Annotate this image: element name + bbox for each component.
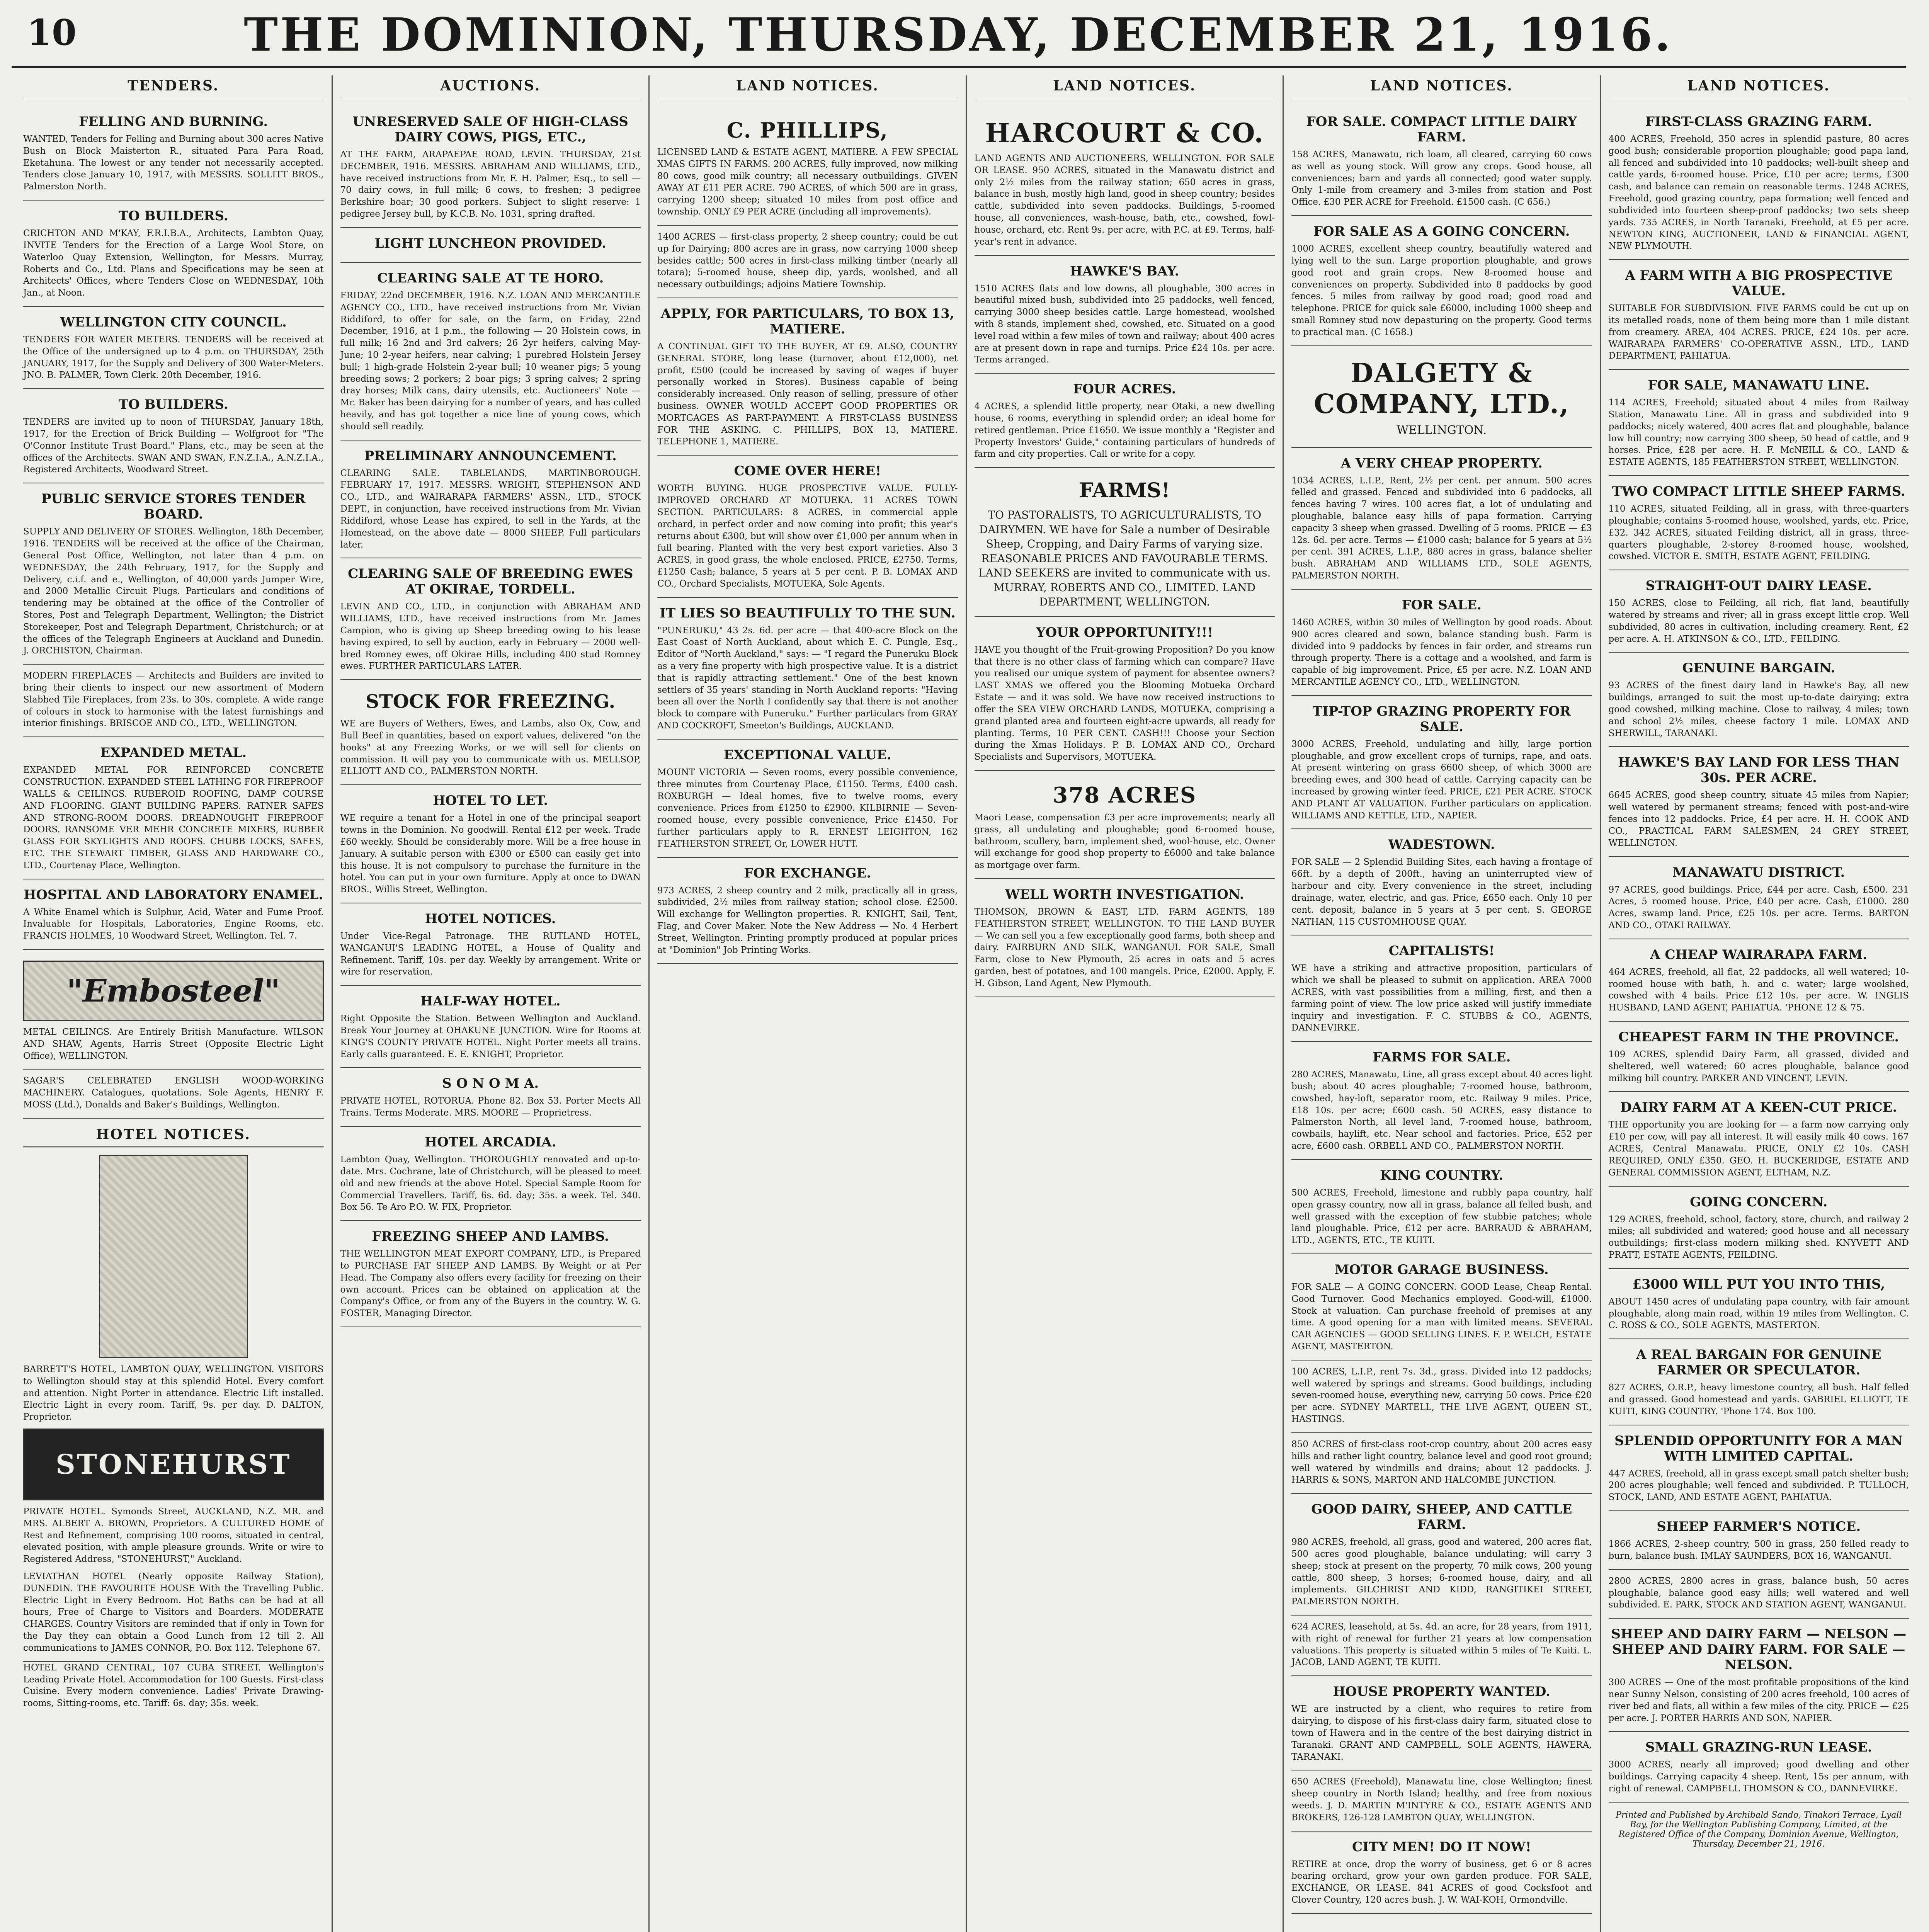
page-number: 10 — [27, 12, 77, 53]
ad-title: GENUINE BARGAIN. — [1682, 660, 1835, 676]
ad-title: KING COUNTRY. — [1380, 1167, 1504, 1183]
ad-body: A White Enamel which is Sulphur, Acid, Water and Fume Proof. Invaluable for Hospitals, Laboratories, Engine Rooms, etc. FRANCIS HOLMES, 10 Woodward Street, Wellington. Tel. 7. — [23, 907, 324, 941]
newspaper-title: THE DOMINION, THURSDAY, DECEMBER 21, 1916. — [244, 8, 1673, 61]
ad-body: LICENSED LAND & ESTATE AGENT, MATIERE. A FEW SPECIAL XMAS GIFTS IN FARMS. 200 ACRES, fully improved, now milking 80 cows, good milk country; all necessary outbuildings. GIVEN AWAY AT £11 PER ACRE. 790 ACRES, of which 500 are in grass, carrying 1200 sheep; situated 10 miles from post office and township. ONLY £9 PER ACRE (including all improvements). — [657, 147, 958, 217]
land-ad — [1609, 476, 1909, 570]
ad-title: HOTEL ARCADIA. — [425, 1134, 556, 1150]
land-ad — [657, 298, 958, 456]
land-ad — [657, 598, 958, 740]
land-ad — [1291, 1770, 1592, 1831]
ad-title: HOTEL NOTICES. — [425, 911, 556, 927]
ad-body: FRIDAY, 22nd DECEMBER, 1916. N.Z. LOAN AND MERCANTILE AGENCY CO., LTD., have received instructions from Mr. Vivian Riddiford, to offer for sale, on the farm, on Friday, 22nd December, 1916, at 1 p.m., the following — 20 Holstein cows, in full milk; 16 2nd and 3rd calvers; 26 2yr heifers, calving May-June; 10 2-year heifers, near calving; 1 purebred Holstein Jersey bull; 1 high-grade Holstein 2-year bull; 10 weaner pigs; 5 young breeding sows; 2 porkers; 2 boar pigs; 3 spring calves; 2 spring dray horses; Milk cans, dairy utensils, etc. Auctioneers' Note — Mr. Baker has been dairying for a number of years, and has culled heavily, and has got together a nice line of young cows, which should sell readily. — [340, 290, 641, 432]
tender-ad — [23, 665, 324, 737]
ad-body: WE are instructed by a client, who requires to retire from dairying, to dispose of his first-class dairy farm, situated close to town of Hawera and in the centre of the best dairying district in Taranaki. GRANT AND CAMPBELL, SOLE AGENTS, HAWERA, TARANAKI. — [1291, 1704, 1592, 1762]
ad-body: 280 ACRES, Manawatu, Line, all grass except about 40 acres light bush; about 40 acres ploughable; 7-roomed house, bathroom, cowshed, hay-loft, separator room, etc. Railway 9 miles. Price, £18 10s. per acre; £600 cash. 50 ACRES, easy distance to Palmerston North, all level land, 7-roomed house, bathroom, cowbails, haylift, etc. Near school and factories. Price, £52 per acre, £600 cash. ORBELL AND CO., PALMERSTON NORTH. — [1291, 1070, 1592, 1151]
ad-body: TENDERS are invited up to noon of THURSDAY, January 18th, 1917, for the Erection of Brick Building — Wolfgroot for "The O'Connor Institute Trust Board." Plans, etc., may be seen at the offices of the Architects. SWAN AND SWAN, F.N.Z.I.A., A.N.Z.I.A., Registered Architects, Woodward Street. — [23, 417, 324, 475]
ad-body: WORTH BUYING. HUGE PROSPECTIVE VALUE. FULLY-IMPROVED ORCHARD AT MOTUEKA. 11 ACRES TOWN SECTION. PARTICULARS: 8 ACRES, in commercial apple orchard, in perfect order and now coming into profit; this year's returns about £300, but will show over £1,000 per annum when in full bearing. Planted with the very best export varieties. Also 3 ACRES, in good grass, the whole enclosed. PRICE, £2750. Terms, £1250 Cash; balance, 5 years at 5 per cent. P. B. LOMAX AND CO., Orchard Specialists, MOTUEKA, Sole Agents. — [657, 483, 958, 589]
land-ad — [657, 858, 958, 964]
column-heading: LAND NOTICES. — [657, 78, 958, 99]
ad-body: METAL CEILINGS. Are Entirely British Manufacture. WILSON AND SHAW, Agents, Harris Street (Opposite Electric Light Office), WELLINGTON. — [23, 1027, 324, 1061]
ad-title: HOSPITAL AND LABORATORY ENAMEL. — [24, 887, 323, 903]
tender-ad — [23, 389, 324, 483]
ad-title: HOUSE PROPERTY WANTED. — [1333, 1684, 1550, 1700]
ad-title: FARMS! — [1079, 479, 1170, 503]
land-ad — [657, 226, 958, 298]
ad-body: TENDERS FOR WATER METERS. TENDERS will be received at the Office of the undersigned up to 4 p.m. on THURSDAY, 25th JANUARY, 1917, for the Supply and Delivery of 300 Water-Meters. JNO. B. PALMER, Town Clerk. 20th December, 1916. — [23, 334, 324, 381]
column-heading: LAND NOTICES. — [1609, 78, 1909, 99]
ad-body: 624 ACRES, leasehold, at 5s. 4d. an acre, for 28 years, from 1911, with right of renewal for further 21 years at low compensation valuations. This property is situated within 5 miles of Te Kuiti. L. JACOB, LAND AGENT, TE KUITI. — [1291, 1622, 1592, 1668]
ad-body: 500 ACRES, Freehold, limestone and rubbly papa country, half open grassy country, now all in grass, balance all felled bush, and well grassed with the exception of few stubbie patches; whole land ploughable. Price, £12 per acre. BARRAUD & ABRAHAM, LTD., AGENTS, ETC., TE KUITI. — [1291, 1187, 1592, 1246]
ad-body: WANTED, Tenders for Felling and Burning about 300 acres Native Bush on Block Maisterton R., situated Para Para Road, Eketahuna. The lowest or any tender not necessarily accepted. Tenders close January 10, 1917, with MESSRS. SOLLITT BROS., Palmerston North. — [23, 134, 324, 192]
auction-ad — [340, 263, 641, 440]
ad-body: WE require a tenant for a Hotel in one of the principal seaport towns in the Dominion. No goodwill. Rental £12 per week. Trade £60 weekly. Should be considerably more. Will be a free house in January. A suitable person with £300 or £500 can easily get into this house. It is not compulsory to purchase the furniture in the hotel. You can put in your own furniture. Apply at once to DWAN BROS., Willis Street, Wellington. — [340, 813, 641, 895]
ad-body: EXPANDED METAL FOR REINFORCED CONCRETE CONSTRUCTION. EXPANDED STEEL LATHING FOR FIREPROOF WALLS & CEILINGS. RUBEROID ROOFING, DAMP COURSE AND FLOORING. GIANT BUILDING PAPERS. RATNER SAFES AND STRONG-ROOM DOORS. DREADNOUGHT FIREPROOF DOORS. RANSOME VER MEHR CONCRETE MIXERS, RUBBER GLASS FOR SKYLIGHTS AND ROOFS. CHUBB LOCKS, SAFES, ETC. THE STEWART TIMBER, GLASS AND HARDWARE CO., LTD., Courtenay Place, Wellington. — [23, 765, 324, 871]
ad-body: 150 ACRES, close to Feilding, all rich, flat land, beautifully watered by streams and river; all in grass except little crop. Well subdivided, 80 acres in cultivation, including creamery. Rent, £2 per acre. A. H. ATKINSON & CO., LTD., FEILDING. — [1608, 598, 1909, 644]
ad-body: PRIVATE HOTEL, ROTORUA. Phone 82. Box 53. Porter Meets All Trains. Terms Moderate. MRS. MOORE — Proprietress. — [340, 1096, 641, 1118]
ad-title: YOUR OPPORTUNITY!!! — [1036, 624, 1213, 640]
ad-body: 980 ACRES, freehold, all grass, good and watered, 200 acres flat, 500 acres good ploughable, balance undulating; will carry 3 sheep; stock at present on the property, 70 milk cows, 200 young cattle, 800 sheep, 3 horses; 6-roomed house, dairy, and all implements. GILCHRIST AND KIDD, RANGITIKEI STREET, PALMERSTON NORTH. — [1291, 1537, 1592, 1607]
ad-title: C. PHILLIPS, — [726, 118, 888, 143]
ad-title: UNRESERVED SALE OF HIGH-CLASS DAIRY COWS, PIGS, ETC., — [352, 114, 628, 145]
column-tenders — [15, 75, 332, 1932]
ad-body: "PUNERUKU," 43 2s. 6d. per acre — that 400-acre Block on the East Coast of North Auckland, about which E. C. Pungle, Esq., Editor of "North Auckland," says: — "I regard the Puneruku Block as a very fine property with high prospective value. It is a district that is rapidly attracting settlement." One of the best known settlers of 35 years' standing in North Auckland reports: "Having been all over the North I confidently say that there is not another block to compare with Puneruku." Further particulars from GRAY AND COCKROFT, Smeeton's Buildings, AUCKLAND. — [657, 625, 958, 731]
ad-body: Right Opposite the Station. Between Wellington and Auckland. Break Your Journey at OHAKUNE JUNCTION. Wire for Rooms at KING'S COUNTY PRIVATE HOTEL. Night Porter meets all trains. Early calls guaranteed. E. E. KNIGHT, Proprietor. — [340, 1014, 641, 1060]
land-ad — [1291, 1254, 1592, 1361]
auction-ad — [340, 986, 641, 1068]
ad-title: HAWKE'S BAY LAND FOR LESS THAN 30s. PER ACRE. — [1618, 755, 1900, 786]
ad-body: 1000 ACRES, excellent sheep country, beautifully watered and lying well to the sun. Large proportion ploughable, and grows good root and grain crops. New 8-roomed house and conveniences on property. Subdivided into 8 paddocks by good fences. 5 miles from railway by good road; good road and telephone. PRICE for quick sale £6000, including 1000 sheep and small Romney stud now depasturing on the property. Good terms to practical man. (C 1658.) — [1291, 244, 1592, 337]
land-ad — [1609, 1570, 1909, 1619]
stonehurst-ad: PRIVATE HOTEL. Symonds Street, AUCKLAND, N.Z. MR. and MRS. ALBERT A. BROWN, Proprietors. A CULTURED HOME of Rest and Refinement, comprising 100 rooms, situated in central, elevated position, with ample pleasure grounds. Write or wire to Registered Address, "STONEHURST," Auckland. — [23, 1506, 324, 1565]
ad-title: FOR SALE. — [1402, 597, 1482, 613]
leviathan-hotel-ad: LEVIATHAN HOTEL (Nearly opposite Railway Station), DUNEDIN. THE FAVOURITE HOUSE With the Travelling Public. Electric Light in Every Bedroom. Hot Baths can be had at all hours, Free of Charge to Visitors and Boarders. MODERATE CHARGES. Country Visitors are reminded that if only in Town for the Day they can obtain a Good Lunch from 12 till 2. All communications to JAMES CONNOR, P.O. Box 112. Telephone 67. — [23, 1571, 324, 1653]
ad-body: 1034 ACRES, L.I.P., Rent, 2½ per cent. per annum. 500 acres felled and grassed. Fenced and subdivided into 6 paddocks, all fences having 7 wires. 100 acres flat, a lot of undulating and ploughable, balance easy hills of papa formation. Carrying capacity 3 sheep when grassed. Dwelling of 5 rooms. PRICE — £3 12s. 6d. per acre. Terms — £1000 cash; balance for 5 years at 5½ per cent. 391 ACRES, L.I.P., 880 acres in grass, balance shelter bush. ABRAHAM AND WILLIAMS LTD., SOLE AGENTS, PALMERSTON NORTH. — [1291, 475, 1592, 581]
land-ad — [1291, 1676, 1592, 1770]
column-land-notices-4 — [1600, 75, 1917, 1932]
column-auctions — [332, 75, 649, 1932]
ad-title: MANAWATU DISTRICT. — [1672, 864, 1845, 880]
land-ad — [975, 879, 1275, 997]
ad-title: CLEARING SALE OF BREEDING EWES AT OKIRAE, TORDELL. — [348, 566, 633, 597]
ad-body: 2800 ACRES, 2800 acres in grass, balance bush, 50 acres ploughable, balance good easy hills; well watered and well subdivided. E. PARK, STOCK AND STATION AGENT, WANGANUI. — [1608, 1576, 1909, 1610]
ad-title: HALF-WAY HOTEL. — [420, 993, 561, 1009]
ad-title: FOUR ACRES. — [1073, 381, 1176, 397]
ad-body: 3000 ACRES, Freehold, undulating and hilly, large portion ploughable, and grow excellent crops of turnips, rape, and oats. At present wintering on grass 6600 sheep, of which 3000 are breeding ewes, and 300 head of cattle. Carrying capacity can be increased by growing winter feed. PRICE, £21 PER ACRE. STOCK AND PLANT AT VALUATION. Further particulars on application. WILLIAMS AND KETTLE, LTD., NAPIER. — [1291, 739, 1592, 821]
ad-body: MOUNT VICTORIA — Seven rooms, every possible convenience, three minutes from Courtenay Place, £1150. Terms, £400 cash. ROXBURGH — Ideal homes, five to twelve rooms, every convenience. Prices from £1250 to £2900. KILBIRNIE — Seven-roomed house, every possible convenience, Price £1450. For further particulars apply to R. ERNEST LEIGHTON, 162 FEATHERSTON STREET, Or, LOWER HUTT. — [657, 767, 958, 849]
ad-body: WE have a striking and attractive proposition, particulars of which we shall be pleased to submit on application. AREA 7000 ACRES, with vast possibilities from a milling, first, and then a farming point of view. The low price asked will justify immediate inquiry and investigation. F. C. STUBBS & CO., AGENTS, DANNEVIRKE. — [1291, 963, 1592, 1033]
auction-ad — [340, 1068, 641, 1127]
tender-ad — [23, 879, 324, 950]
land-ad — [1609, 747, 1909, 857]
land-ad — [975, 374, 1275, 468]
ad-body: 827 ACRES, O.R.P., heavy limestone country, all bush. Half felled and grassed. Good homestead and yards. GABRIEL ELLIOTT, TE KUITI, KING COUNTRY. 'Phone 174. Box 100. — [1608, 1383, 1909, 1417]
tender-ad — [23, 950, 324, 1070]
tender-ad — [23, 307, 324, 389]
land-ad — [1291, 1494, 1592, 1616]
column-heading: AUCTIONS. — [340, 78, 641, 99]
ad-title: DAIRY FARM AT A KEEN-CUT PRICE. — [1620, 1100, 1897, 1116]
hotel-building-illustration — [99, 1155, 248, 1358]
ad-title: STOCK FOR FREEZING. — [366, 691, 616, 713]
land-ad — [1291, 106, 1592, 216]
masthead — [12, 8, 1905, 61]
ad-title: WELLINGTON CITY COUNCIL. — [60, 314, 287, 330]
ad-body: 1866 ACRES, 2-sheep country, 500 in grass, 250 felled ready to burn, balance bush. IMLAY SAUNDERS, BOX 16, WANGANUI. — [1608, 1539, 1909, 1561]
column-grid — [15, 75, 1917, 1932]
auction-ad — [340, 785, 641, 903]
ad-body: 300 ACRES — One of the most profitable propositions of the kind near Sunny Nelson, consisting of 200 acres freehold, 100 acres of river bed and flats, all within a few miles of the city. PRICE — £25 per acre. J. PORTER HARRIS AND SON, NAPIER. — [1608, 1677, 1909, 1723]
land-ad — [1291, 1361, 1592, 1433]
ad-title: S O N O M A. — [442, 1076, 539, 1092]
ad-title: EXPANDED METAL. — [100, 745, 247, 761]
ad-body: THOMSON, BROWN & EAST, LTD. FARM AGENTS, 189 FEATHERSTON STREET, WELLINGTON. TO THE LAND BUYER — We can sell you a few exceptionally good farms, both sheep and dairy. FAIRBURN AND SILK, WANGANUI. FOR SALE, Small Farm, close to New Plymouth, 25 acres in oats and 5 acres garden, best of potatoes, and 100 mangels. Price, £2000. Apply, F. H. Gibson, Land Agent, New Plymouth. — [974, 907, 1275, 988]
ad-title: WELL WORTH INVESTIGATION. — [1005, 887, 1244, 903]
masthead-rule — [12, 66, 1906, 68]
land-ad — [1609, 653, 1909, 747]
ad-body: A CONTINUAL GIFT TO THE BUYER, AT £9. ALSO, COUNTRY GENERAL STORE, long lease (turnover, about £12,000), net profit, £500 (could be increased by saving of wages if buyer personally worked in Stores). Business capable of being considerably increased. Only reason of selling, pressure of other business. OWNER WOULD ACCEPT GOOD PROPERTIES OR MORTGAGES AS PART-PAYMENT. A FIRST-CLASS BUSINESS FOR THE ASKING. C. PHILLIPS, BOX 13, MATIERE. TELEPHONE 1, MATIERE. — [657, 341, 958, 447]
ad-title: PUBLIC SERVICE STORES TENDER BOARD. — [41, 491, 306, 522]
ad-title: FOR EXCHANGE. — [744, 865, 871, 881]
ad-title: A REAL BARGAIN FOR GENUINE FARMER OR SPECULATOR. — [1636, 1347, 1881, 1378]
column-land-notices-3 — [1283, 75, 1600, 1932]
column-heading: LAND NOTICES. — [1291, 78, 1592, 99]
auction-ad — [340, 106, 641, 228]
ad-body: 1510 ACRES flats and low downs, all ploughable, 300 acres in beautiful mixed bush, subdivided into 25 paddocks, well fenced, carrying 3000 sheep besides cattle. Large homestead, woolshed with 8 stands, implement shed, cowshed, etc. Situated on a good level road within a few miles of town and railway; about 400 acres are at present down in rape and turnips. Price £24 10s. per acre. Terms arranged. — [974, 283, 1275, 365]
ad-title: EXCEPTIONAL VALUE. — [723, 747, 891, 763]
ad-body: SAGAR'S CELEBRATED ENGLISH WOOD-WORKING MACHINERY. Catalogues, quotations. Sole Agents, HENRY F. MOSS (Ltd.), Donalds and Baker's Buildings, Wellington. — [23, 1076, 324, 1110]
land-ad — [1291, 829, 1592, 935]
ad-body: RETIRE at once, drop the worry of business, get 6 or 8 acres bearing orchard, grow your own garden produce. FOR SALE, EXCHANGE, OR LEASE. 841 ACRES of good Cocksfoot and Clover Country, 120 acres bush. J. W. WAI-KOH, Ormondville. — [1291, 1859, 1592, 1905]
stonehurst-logo: STONEHURST — [23, 1429, 324, 1500]
ad-body: SUITABLE FOR SUBDIVISION. FIVE FARMS could be cut up on its metalled roads, none of them being more than 1 mile distant from creamery. AREA, 404 ACRES. PRICE, £24 10s. per acre. WAIRARAPA FARMERS' CO-OPERATIVE ASSN., LTD., LAND DEPARTMENT, PAHIATUA. — [1608, 303, 1909, 361]
column-land-notices-1 — [648, 75, 966, 1932]
land-ad — [657, 740, 958, 858]
auction-ad — [340, 440, 641, 559]
ad-body: WE are Buyers of Wethers, Ewes, and Lambs, also Ox, Cow, and Bull Beef in quantities, based on export values, delivered "on the hooks" at any Freezing Works, or we will sell for clients on commission. It will pay you to communicate with us. MELLSOP, ELLIOTT AND CO., PALMERSTON NORTH. — [340, 719, 641, 777]
auction-ad — [340, 903, 641, 986]
ad-title: DALGETY & COMPANY, LTD., — [1313, 357, 1570, 420]
land-ad — [1609, 1619, 1909, 1732]
ad-body: 4 ACRES, a splendid little property, near Otaki, a new dwelling house, 6 rooms, everything in splendid order; an ideal home for retired gentleman. Price £1650. We issue monthly a "Register and Property Investors' Guide," containing particulars of hundreds of farm and city properties. Call or write for a copy. — [974, 401, 1275, 459]
publisher-imprint: Printed and Published by Archibald Sando, Tinakori Terrace, Lyall Bay, for the Wellington Publishing Company, Limited, at the Registered Office of the Company, Dominion Avenue, Wellington, Thursday, December 21, 1916. — [1616, 1810, 1902, 1849]
land-ad — [1609, 1022, 1909, 1092]
ad-body: HAVE you thought of the Fruit-growing Proposition? Do you know that there is no other class of farming which can compare? Have you realised our unique system of payment for absentee owners? LAST XMAS we offered you the Blooming Motueka Orchard Estate — and it was sold. We have now received instructions to offer the SEA VIEW ORCHARD LANDS, MOTUEKA, comprising a grand planted area and fourteen eight-acre upwards, all ready for planting. Terms, 10 PER CENT. CASH!!! Choose your Section during the Xmas Holidays. P. B. LOMAX AND CO., Orchard Specialists and Supervisors, MOTUEKA. — [974, 645, 1275, 762]
land-ad — [1609, 1511, 1909, 1570]
land-ad — [1609, 1339, 1909, 1425]
land-ad — [975, 468, 1275, 617]
land-ad — [1291, 1616, 1592, 1676]
ad-title: PRELIMINARY ANNOUNCEMENT. — [364, 448, 617, 464]
ad-body: FOR SALE — 2 Splendid Building Sites, each having a frontage of 66ft. by a depth of 200ft., having an uninterrupted view of harbour and city. Every convenience in the street, including drainage, water, electric, and gas. Price, £650 each. Only 10 per cent. deposit, balance in 5 years at 5 per cent. S. GEORGE NATHAN, 115 CUSTOMHOUSE QUAY. — [1291, 857, 1592, 927]
ad-title: CLEARING SALE AT TE HORO. — [377, 270, 604, 286]
ad-title: SHEEP AND DAIRY FARM — NELSON — SHEEP AND DAIRY FARM. FOR SALE — NELSON. — [1611, 1626, 1907, 1673]
ad-title: TO BUILDERS. — [118, 208, 228, 224]
ad-title: HOTEL TO LET. — [433, 793, 548, 809]
ad-body: 93 ACRES of the finest dairy land in Hawke's Bay, all new buildings, arranged to suit the most up-to-date dairying; extra good cowshed, milking machine. Close to railway, 4 miles; town and school 2½ miles, cheese factory 1 mile. LOMAX AND SHERWILL, TARANAKI. — [1608, 680, 1909, 738]
ad-body: 114 ACRES, Freehold; situated about 4 miles from Railway Station, Manawatu Line. All in grass and subdivided into 9 paddocks; nicely watered, 400 acres flat and ploughable, balance low hill country; now carrying 300 sheep, 50 head of cattle, and 9 horses. Price, £28 per acre. H. F. McNEILL & CO., LAND & ESTATE AGENTS, 185 FEATHERSTON STREET, WELLINGTON. — [1608, 398, 1909, 468]
land-ad — [1609, 370, 1909, 476]
tender-ad — [23, 737, 324, 879]
ad-body: Under Vice-Regal Patronage. THE RUTLAND HOTEL, WANGANUI'S LEADING HOTEL, a House of Quality and Refinement. Tariff, 10s. per day. Weekly by arrangement. Write or wire for reservation. — [340, 931, 641, 977]
ad-body: LEVIN AND CO., LTD., in conjunction with ABRAHAM AND WILLIAMS, LTD., have received instructions from Mr. James Campion, who is giving up Sheep breeding owing to his lease having expired, to sell by auction, early in February — 2000 well-bred Romney ewes, off Okirae Hills, including 400 stud Romney ewes. FURTHER PARTICULARS LATER. — [340, 602, 641, 672]
ad-title: TWO COMPACT LITTLE SHEEP FARMS. — [1612, 484, 1905, 500]
ad-title: IT LIES SO BEAUTIFULLY TO THE SUN. — [660, 605, 956, 621]
barretts-hotel-ad: BARRETT'S HOTEL, LAMBTON QUAY, WELLINGTON. VISITORS to Wellington should stay at this splendid Hotel. Every comfort and attention. Night Porter in attendance. Electric Lift installed. Electric Light in every room. Tariff, 9s. per day. D. DALTON, Proprietor. — [23, 1364, 324, 1422]
ad-title: FARMS FOR SALE. — [1373, 1049, 1511, 1065]
auction-ad — [340, 1127, 641, 1221]
ad-body: THE WELLINGTON MEAT EXPORT COMPANY, LTD., is Prepared to PURCHASE FAT SHEEP AND LAMBS. By Weight or at Per Head. The Company also offers every facility for freezing on their own account. Prices can be obtained on application at the Company's Office, or from any of the Buyers in the country. W. G. FOSTER, Managing Director. — [340, 1249, 641, 1319]
land-ad — [1291, 346, 1592, 448]
land-ad — [1291, 1433, 1592, 1494]
land-ad — [1291, 448, 1592, 590]
tender-ad — [23, 483, 324, 665]
ad-body: 97 ACRES, good buildings. Price, £44 per acre. Cash, £500. 231 Acres, 5 roomed house. Price, £40 per acre. Cash, £1000. 280 Acres, swamp land. Price, £25 10s. per acre. Terms. BARTON AND CO., OTAKI RAILWAY. — [1608, 884, 1909, 930]
ad-title: GOOD DAIRY, SHEEP, AND CATTLE FARM. — [1311, 1502, 1572, 1533]
tender-ad — [23, 1070, 324, 1118]
ad-body: MODERN FIREPLACES — Architects and Builders are invited to bring their clients to inspect our new assortment of Modern Slabbed Tile Fireplaces, from 23s. to 30s. complete. A wide range of colours in stock to harmonise with the latest furnishings and interior finishings. BRISCOE AND CO., LTD., WELLINGTON. — [23, 671, 324, 729]
ad-body: Lambton Quay, Wellington. THOROUGHLY renovated and up-to-date. Mrs. Cochrane, late of Christchurch, will be pleased to meet old and new friends at the above Hotel. Special Sample Room for Commercial Travellers. Tariff, 6s. 6d. day; 35s. a week. Tel. 340. Box 56. Te Aro P.O. W. FIX, Proprietor. — [340, 1155, 641, 1213]
auction-ad — [340, 680, 641, 785]
ad-title: CITY MEN! DO IT NOW! — [1352, 1839, 1531, 1855]
ad-title: COME OVER HERE! — [734, 463, 881, 479]
ad-body: 158 ACRES, Manawatu, rich loam, all cleared, carrying 60 cows as well as young stock. Will grow any crops. Good house, all conveniences; barn and yards all connected; good water supply. Only 1-mile from creamery and 3-miles from station and Post Office. £30 PER ACRE for Freehold. £1500 cash. (C 656.) — [1291, 150, 1592, 207]
ad-title: FOR SALE, MANAWATU LINE. — [1648, 378, 1870, 393]
land-ad — [1291, 1160, 1592, 1254]
ad-body: ABOUT 1450 acres of undulating papa country, with fair amount ploughable, along main road, within 19 miles from Wellington. C. C. ROSS & CO., SOLE AGENTS, MASTERTON. — [1608, 1296, 1909, 1331]
column-heading: LAND NOTICES. — [975, 78, 1275, 99]
ad-title: CAPITALISTS! — [1388, 943, 1495, 959]
land-ad — [657, 106, 958, 226]
ad-body: Maori Lease, compensation £3 per acre improvements; nearly all grass, all undulating and ploughable; good 6-roomed house, bathroom, scullery, barn, implement shed, wool-house, etc. Owner will exchange for good shop property to £6000 and take balance as mortgage over farm. — [974, 812, 1275, 871]
ad-body: 973 ACRES, 2 sheep country and 2 milk, practically all in grass, subdivided, 2½ miles from railway station; school close. £2500. Will exchange for Wellington properties. R. KNIGHT, Sail, Tent, Flag, and Cover Maker. Note the New Address — No. 4 Herbert Street, Wellington. Printing promptly produced at popular prices at "Dominion" Job Printing Works. — [657, 885, 958, 955]
ad-title: FIRST-CLASS GRAZING FARM. — [1645, 114, 1872, 129]
land-ad — [657, 456, 958, 597]
ad-body: 1460 ACRES, within 30 miles of Wellington by good roads. About 900 acres cleared and sown, balance standing bush. Farm is divided into 9 paddocks by fences in fair order, and streams run through property. There is a cottage and a woolshed, and farm is capable of big improvement. Price, £5 per acre. N.Z. LOAN AND MERCANTILE AGENCY CO., LTD., WELLINGTON. — [1291, 617, 1592, 687]
land-ad — [1609, 1425, 1909, 1511]
auction-ad — [340, 1221, 641, 1327]
ad-title: SPLENDID OPPORTUNITY FOR A MAN WITH LIMITED CAPITAL. — [1614, 1433, 1903, 1464]
ad-title: £3000 WILL PUT YOU INTO THIS, — [1632, 1276, 1885, 1292]
land-ad — [1291, 935, 1592, 1042]
ad-title: LIGHT LUNCHEON PROVIDED. — [374, 235, 606, 251]
ad-title: SMALL GRAZING-RUN LEASE. — [1645, 1740, 1872, 1755]
land-ad — [1291, 216, 1592, 346]
land-ad — [1609, 939, 1909, 1022]
land-ad — [1609, 1187, 1909, 1269]
land-ad — [1609, 1092, 1909, 1186]
hotel-notices-heading: HOTEL NOTICES. — [23, 1126, 324, 1148]
land-ad — [1609, 260, 1909, 370]
auction-ad — [340, 558, 641, 680]
land-ad — [1609, 570, 1909, 653]
embosteel-logo: "Embosteel" — [23, 961, 324, 1021]
land-ad — [1609, 857, 1909, 939]
ad-title: A VERY CHEAP PROPERTY. — [1340, 455, 1543, 471]
ad-title: APPLY, FOR PARTICULARS, TO BOX 13, MATIERE. — [660, 306, 954, 337]
land-ad — [1291, 1042, 1592, 1160]
ad-title: A CHEAP WAIRARAPA FARM. — [1650, 947, 1868, 963]
ad-body: 109 ACRES, splendid Dairy Farm, all grassed, divided and sheltered, well watered; 60 acres ploughable, balance good milking hill country. PARKER AND VINCENT, LEVIN. — [1608, 1049, 1909, 1083]
ad-title: GOING CONCERN. — [1690, 1194, 1828, 1210]
ad-body: CRICHTON AND M'KAY, F.R.I.B.A., Architects, Lambton Quay, INVITE Tenders for the Erection of a Large Wool Store, on Waterloo Quay Extension, Wellington, for Messrs. Murray, Roberts and Co., Ltd. Plans and Specifications may be seen at Architects' Offices, where Tenders Close on WEDNESDAY, 10th Jan., at Noon. — [23, 228, 324, 298]
ad-body: CLEARING SALE. TABLELANDS, MARTINBOROUGH. FEBRUARY 17, 1917. MESSRS. WRIGHT, STEPHENSON AND CO., LTD., and WAIRARAPA FARMERS' ASSN., LTD., STOCK DEPT., in conjunction, have received instructions from Mr. Vivian Riddiford, whose Lease has expired, to sell in the Yards, at the Homestead, on the above date — 8000 SHEEP. Full particulars later. — [340, 468, 641, 550]
ad-title: STRAIGHT-OUT DAIRY LEASE. — [1645, 578, 1872, 594]
land-ad — [1291, 1832, 1592, 1914]
ad-body: 3000 ACRES, nearly all improved; good dwelling and other buildings. Carrying capacity 4 sheep. Rent, 15s per annum, with right of renewal. CAMPBELL THOMSON & CO., DANNEVIRKE. — [1608, 1760, 1909, 1794]
land-ad — [975, 106, 1275, 256]
ad-title: WADESTOWN. — [1388, 837, 1495, 853]
land-ad — [1291, 696, 1592, 830]
land-ad — [1609, 1269, 1909, 1339]
ad-title: SHEEP FARMER'S NOTICE. — [1657, 1519, 1861, 1535]
ad-title: MOTOR GARAGE BUSINESS. — [1334, 1262, 1549, 1277]
ad-title: FREEZING SHEEP AND LAMBS. — [372, 1229, 609, 1245]
ad-body: 447 ACRES, freehold, all in grass except small patch shelter bush; 200 acres ploughable; well fenced and subdivided. P. TULLOCH, STOCK, LAND, AND ESTATE AGENT, PAHIATUA. — [1608, 1468, 1909, 1503]
land-ad — [975, 617, 1275, 771]
ad-title: HARCOURT & CO. — [985, 118, 1264, 149]
tender-ad — [23, 201, 324, 307]
tender-ad — [23, 106, 324, 201]
ad-title: FELLING AND BURNING. — [79, 114, 268, 129]
ad-title: 378 ACRES — [1053, 782, 1197, 808]
ad-body: FOR SALE — A GOING CONCERN. GOOD Lease, Cheap Rental. Good Turnover. Good Mechanics employed. Good-will, £1000. Stock at valuation. Can purchase freehold of premises at any time. A good opening for a man with limited means. SEVERAL CAR AGENCIES — GOOD SELLING LINES. F. P. WELCH, ESTATE AGENT, MASTERTON. — [1291, 1282, 1592, 1352]
ad-body: 850 ACRES of first-class root-crop country, about 200 acres easy hills and rather light country, balance level and good root ground; well watered by windmills and drains; about 12 paddocks. J. HARRIS & SONS, MARTON AND HALCOMBE JUNCTION. — [1291, 1439, 1592, 1485]
ad-title: FOR SALE. COMPACT LITTLE DAIRY FARM. — [1306, 114, 1577, 145]
ad-title: TO BUILDERS. — [118, 397, 228, 413]
ad-title: TIP-TOP GRAZING PROPERTY FOR SALE. — [1312, 703, 1571, 735]
ad-body: THE opportunity you are looking for — a farm now carrying only £10 per cow, will pay all interest. It will easily milk 40 cows. 167 ACRES, Central Manawatu. PRICE, ONLY £2 10s. CASH REQUIRED, ONLY £350. GEO. H. BUCKERIDGE, ESTATE AND GENERAL COMMISSION AGENT, ELTHAM, N.Z. — [1608, 1120, 1909, 1178]
ad-body: 100 ACRES, L.I.P., rent 7s. 3d., grass. Divided into 12 paddocks; well watered by springs and streams. Good buildings, including seven-roomed house, everything new, carrying 50 cows. Price £20 per acre. SYDNEY MARTELL, THE LIVE AGENT, QUEEN ST., HASTINGS. — [1291, 1366, 1592, 1425]
ad-title: FOR SALE AS A GOING CONCERN. — [1313, 224, 1570, 240]
ad-body: AT THE FARM, ARAPAEPAE ROAD, LEVIN. THURSDAY, 21st DECEMBER, 1916. MESSRS. ABRAHAM AND WILLIAMS, LTD., have received instructions from Mr. F. H. Palmer, Esq., to sell — 70 dairy cows, in full milk; 6 cows, to freshen; 3 pedigree Berkshire boar; 30 good porkers. Subject to slight reserve: 1 pedigree Jersey bull, by K.C.B. No. 1031, spring drafted. — [340, 150, 641, 219]
ad-body: 650 ACRES (Freehold), Manawatu line, close Wellington; finest sheep country in North Island; healthy, and free from noxious weeds. J. D. MARTIN M'INTYRE & CO., ESTATE AGENTS AND BROKERS, 126-128 LAMBTON QUAY, WELLINGTON. — [1291, 1777, 1592, 1823]
ad-title: A FARM WITH A BIG PROSPECTIVE VALUE. — [1625, 268, 1893, 299]
ad-title: HAWKE'S BAY. — [1070, 263, 1179, 279]
land-ad — [1291, 590, 1592, 696]
land-ad — [975, 771, 1275, 879]
grand-central-ad: HOTEL GRAND CENTRAL, 107 CUBA STREET. Wellington's Leading Private Hotel. Accommodation for 100 Guests. First-class Cuisine. Every modern convenience. Ladies' Private Drawing-rooms, Sitting-rooms, etc. Tariff: 6s. day; 35s. week. — [23, 1662, 324, 1709]
land-ad — [1609, 106, 1909, 260]
column-land-notices-2 — [966, 75, 1283, 1932]
ad-body: LAND AGENTS AND AUCTIONEERS, WELLINGTON. FOR SALE OR LEASE. 950 ACRES, situated in the Manawatu district and only 2½ miles from the railway station; 650 acres in grass, balance in bush, mostly high land, good in sheep country; besides cattle, subdivided into seven paddocks. Buildings, 5-roomed house, all conveniences, wash-house, bath, etc., cowshed, fowl-house, orchard, etc. Rent 9s. per acre, with P.C. at £9. Terms, half-year's rent in advance. — [974, 153, 1275, 247]
ad-body: 1400 ACRES — first-class property, 2 sheep country; could be cut up for Dairying; 800 acres are in grass, now carrying 1000 sheep besides cattle; 500 acres in first-class milking timber (nearly all totara); 5-roomed house, sheep dip, yards, woolshed, and all necessary outbuildings; adjoins Matiere Township. — [657, 231, 958, 290]
column-heading: TENDERS. — [23, 78, 324, 99]
land-ad — [975, 256, 1275, 374]
ad-body: 129 ACRES, freehold, school, factory, store, church, and railway 2 miles; all subdivided and watered; good house and all necessary outbuildings; first-class modern milking shed. KNYVETT AND PRATT, ESTATE AGENTS, FEILDING. — [1608, 1214, 1909, 1260]
ad-body: 400 ACRES, Freehold, 350 acres in splendid pasture, 80 acres good bush; considerable proportion ploughable; good papa land, all fenced and subdivided into 10 paddocks; well-built sheep and cattle yards, 6-roomed house. Price, £10 per acre; terms, £300 cash, and balance can remain on reasonable terms. 1248 ACRES, Freehold, good grazing country, papa formation; well fenced and subdivided into fourteen sheep-proof paddocks; two sets sheep yards. 735 ACRES, in North Taranaki, Freehold, at £5 per acre. NEWTON KING, AUCTIONEER, LAND & FINANCIAL AGENT, NEW PLYMOUTH. — [1608, 134, 1909, 252]
auction-ad — [340, 228, 641, 263]
ad-body: 6645 ACRES, good sheep country, situate 45 miles from Napier; well watered by permanent streams; fenced with post-and-wire fences into 12 paddocks. Price, £4 per acre. H. H. COOK AND CO., PRACTICAL FARM SALESMEN, 24 GREY STREET, WELLINGTON. — [1608, 790, 1909, 848]
ad-title: CHEAPEST FARM IN THE PROVINCE. — [1618, 1029, 1899, 1045]
ad-body: TO PASTORALISTS, TO AGRICULTURALISTS, TO DAIRYMEN. WE have for Sale a number of Desirable Sheep, Cropping, and Dairy Farms of varying size. REASONABLE PRICES AND FAVOURABLE TERMS. LAND SEEKERS are invited to communicate with us. MURRAY, ROBERTS AND CO., LIMITED. LAND DEPARTMENT, WELLINGTON. — [978, 509, 1271, 609]
ad-body: 110 ACRES, situated Feilding, all in grass, with three-quarters ploughable; contains 5-roomed house, woolshed, yards, etc. Price, £32. 342 ACRES, situated Feilding district, all in grass, three-quarters ploughable, 2-storey 8-roomed house, woolshed, cowshed. VICTOR E. SMITH, ESTATE AGENT, FEILDING. — [1608, 504, 1909, 562]
ad-body: SUPPLY AND DELIVERY OF STORES. Wellington, 18th December, 1916. TENDERS will be received at the office of the Chairman, General Post Office, Wellington, not later than 4 p.m. on WEDNESDAY, the 24th February, 1917, for the Supply and Delivery, c.i.f. and e., Wellington, of 40,000 yards Jumper Wire, and 2000 Metallic Circuit Plugs. Particulars and conditions of tendering may be obtained at the office of the Controller of Stores, Post and Telegraph Department, Wellington; the District Storekeeper, Post and Telegraph Department, Christchurch; or at the offices of the Telegraph Engineers at Auckland and Dunedin. J. ORCHISTON, Chairman. — [23, 527, 324, 656]
ad-body: WELLINGTON. — [1397, 423, 1487, 437]
ad-body: 464 ACRES, freehold, all flat, 22 paddocks, all well watered; 10-roomed house with bath, h. and c. water; large woolshed, cowshed with 4 bails. Price £12 10s. per acre. W. INGLIS HUSBAND, LAND AGENT, PAHIATUA. 'PHONE 12 & 75. — [1608, 967, 1909, 1013]
land-ad — [1609, 1732, 1909, 1802]
